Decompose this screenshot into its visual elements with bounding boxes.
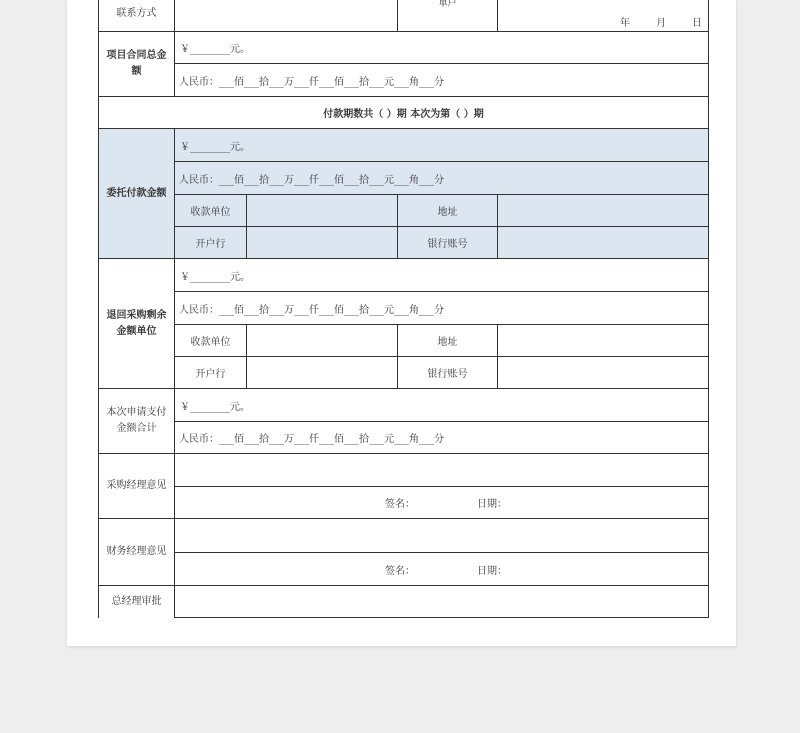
purchase-sign-label: 签名： xyxy=(385,499,415,510)
delegated-bank-label: 开户行 xyxy=(174,226,247,259)
installment-row[interactable]: 付款期数共（ ）期 本次为第（ ）期 xyxy=(98,96,709,129)
finance-sign-row[interactable] xyxy=(174,552,709,586)
return-address-label: 地址 xyxy=(397,324,498,357)
delegated-account-field[interactable] xyxy=(497,226,709,259)
return-bank-field[interactable] xyxy=(246,356,398,389)
contact-label: 联系方式 xyxy=(98,0,175,32)
total-request-label: 本次申请支付金额合计 xyxy=(98,388,175,454)
contract-total-label: 项目合同总金额 xyxy=(98,31,175,97)
finance-manager-label: 财务经理意见 xyxy=(98,518,175,586)
delegated-payee-label: 收款单位 xyxy=(174,194,247,227)
return-account-label: 银行账号 xyxy=(397,356,498,389)
return-unit-label: 退回采购剩余金额单位 xyxy=(98,258,175,389)
general-manager-label: 总经理审批 xyxy=(98,585,175,618)
finance-date-label: 日期： xyxy=(477,565,507,577)
delegated-amount-label: 委托付款金额 xyxy=(98,128,175,259)
contract-yen-field[interactable]: ￥________元。 xyxy=(174,31,709,64)
delegated-yen-field[interactable]: ￥________元。 xyxy=(174,128,709,162)
delegated-bank-field[interactable] xyxy=(246,226,398,259)
day-label: 日 xyxy=(692,18,702,29)
general-manager-field[interactable] xyxy=(174,585,709,618)
delegated-rmb-field[interactable]: 人民币：___佰___拾___万___仟___佰___拾___元___角___分 xyxy=(174,161,709,195)
contract-rmb-field[interactable]: 人民币：___佰___拾___万___仟___佰___拾___元___角___分 xyxy=(174,63,709,97)
return-payee-field[interactable] xyxy=(246,324,398,357)
purchase-sign-row[interactable] xyxy=(174,486,709,519)
return-address-field[interactable] xyxy=(497,324,709,357)
payment-request-form xyxy=(98,0,709,618)
contact-value-cell[interactable] xyxy=(174,0,398,32)
delegated-account-label: 银行账号 xyxy=(397,226,498,259)
finance-opinion-field[interactable] xyxy=(174,518,709,553)
purchase-manager-label: 采购经理意见 xyxy=(98,453,175,519)
finance-sign-label: 签名： xyxy=(385,565,415,577)
total-rmb-field[interactable]: 人民币：___佰___拾___万___仟___佰___拾___元___角___分 xyxy=(174,421,709,454)
month-label: 月 xyxy=(656,18,666,29)
delegated-address-field[interactable] xyxy=(497,194,709,227)
total-yen-field[interactable]: ￥________元。 xyxy=(174,388,709,422)
contact-partial-label: 单户 xyxy=(397,0,498,32)
return-bank-label: 开户行 xyxy=(174,356,247,389)
return-yen-field[interactable]: ￥________元。 xyxy=(174,258,709,292)
contact-date-cell[interactable] xyxy=(497,0,709,32)
year-label: 年 xyxy=(620,18,630,29)
return-payee-label: 收款单位 xyxy=(174,324,247,357)
purchase-opinion-field[interactable] xyxy=(174,453,709,487)
return-rmb-field[interactable]: 人民币：___佰___拾___万___仟___佰___拾___元___角___分 xyxy=(174,291,709,325)
delegated-payee-field[interactable] xyxy=(246,194,398,227)
return-account-field[interactable] xyxy=(497,356,709,389)
purchase-date-label: 日期： xyxy=(477,499,507,510)
delegated-address-label: 地址 xyxy=(397,194,498,227)
